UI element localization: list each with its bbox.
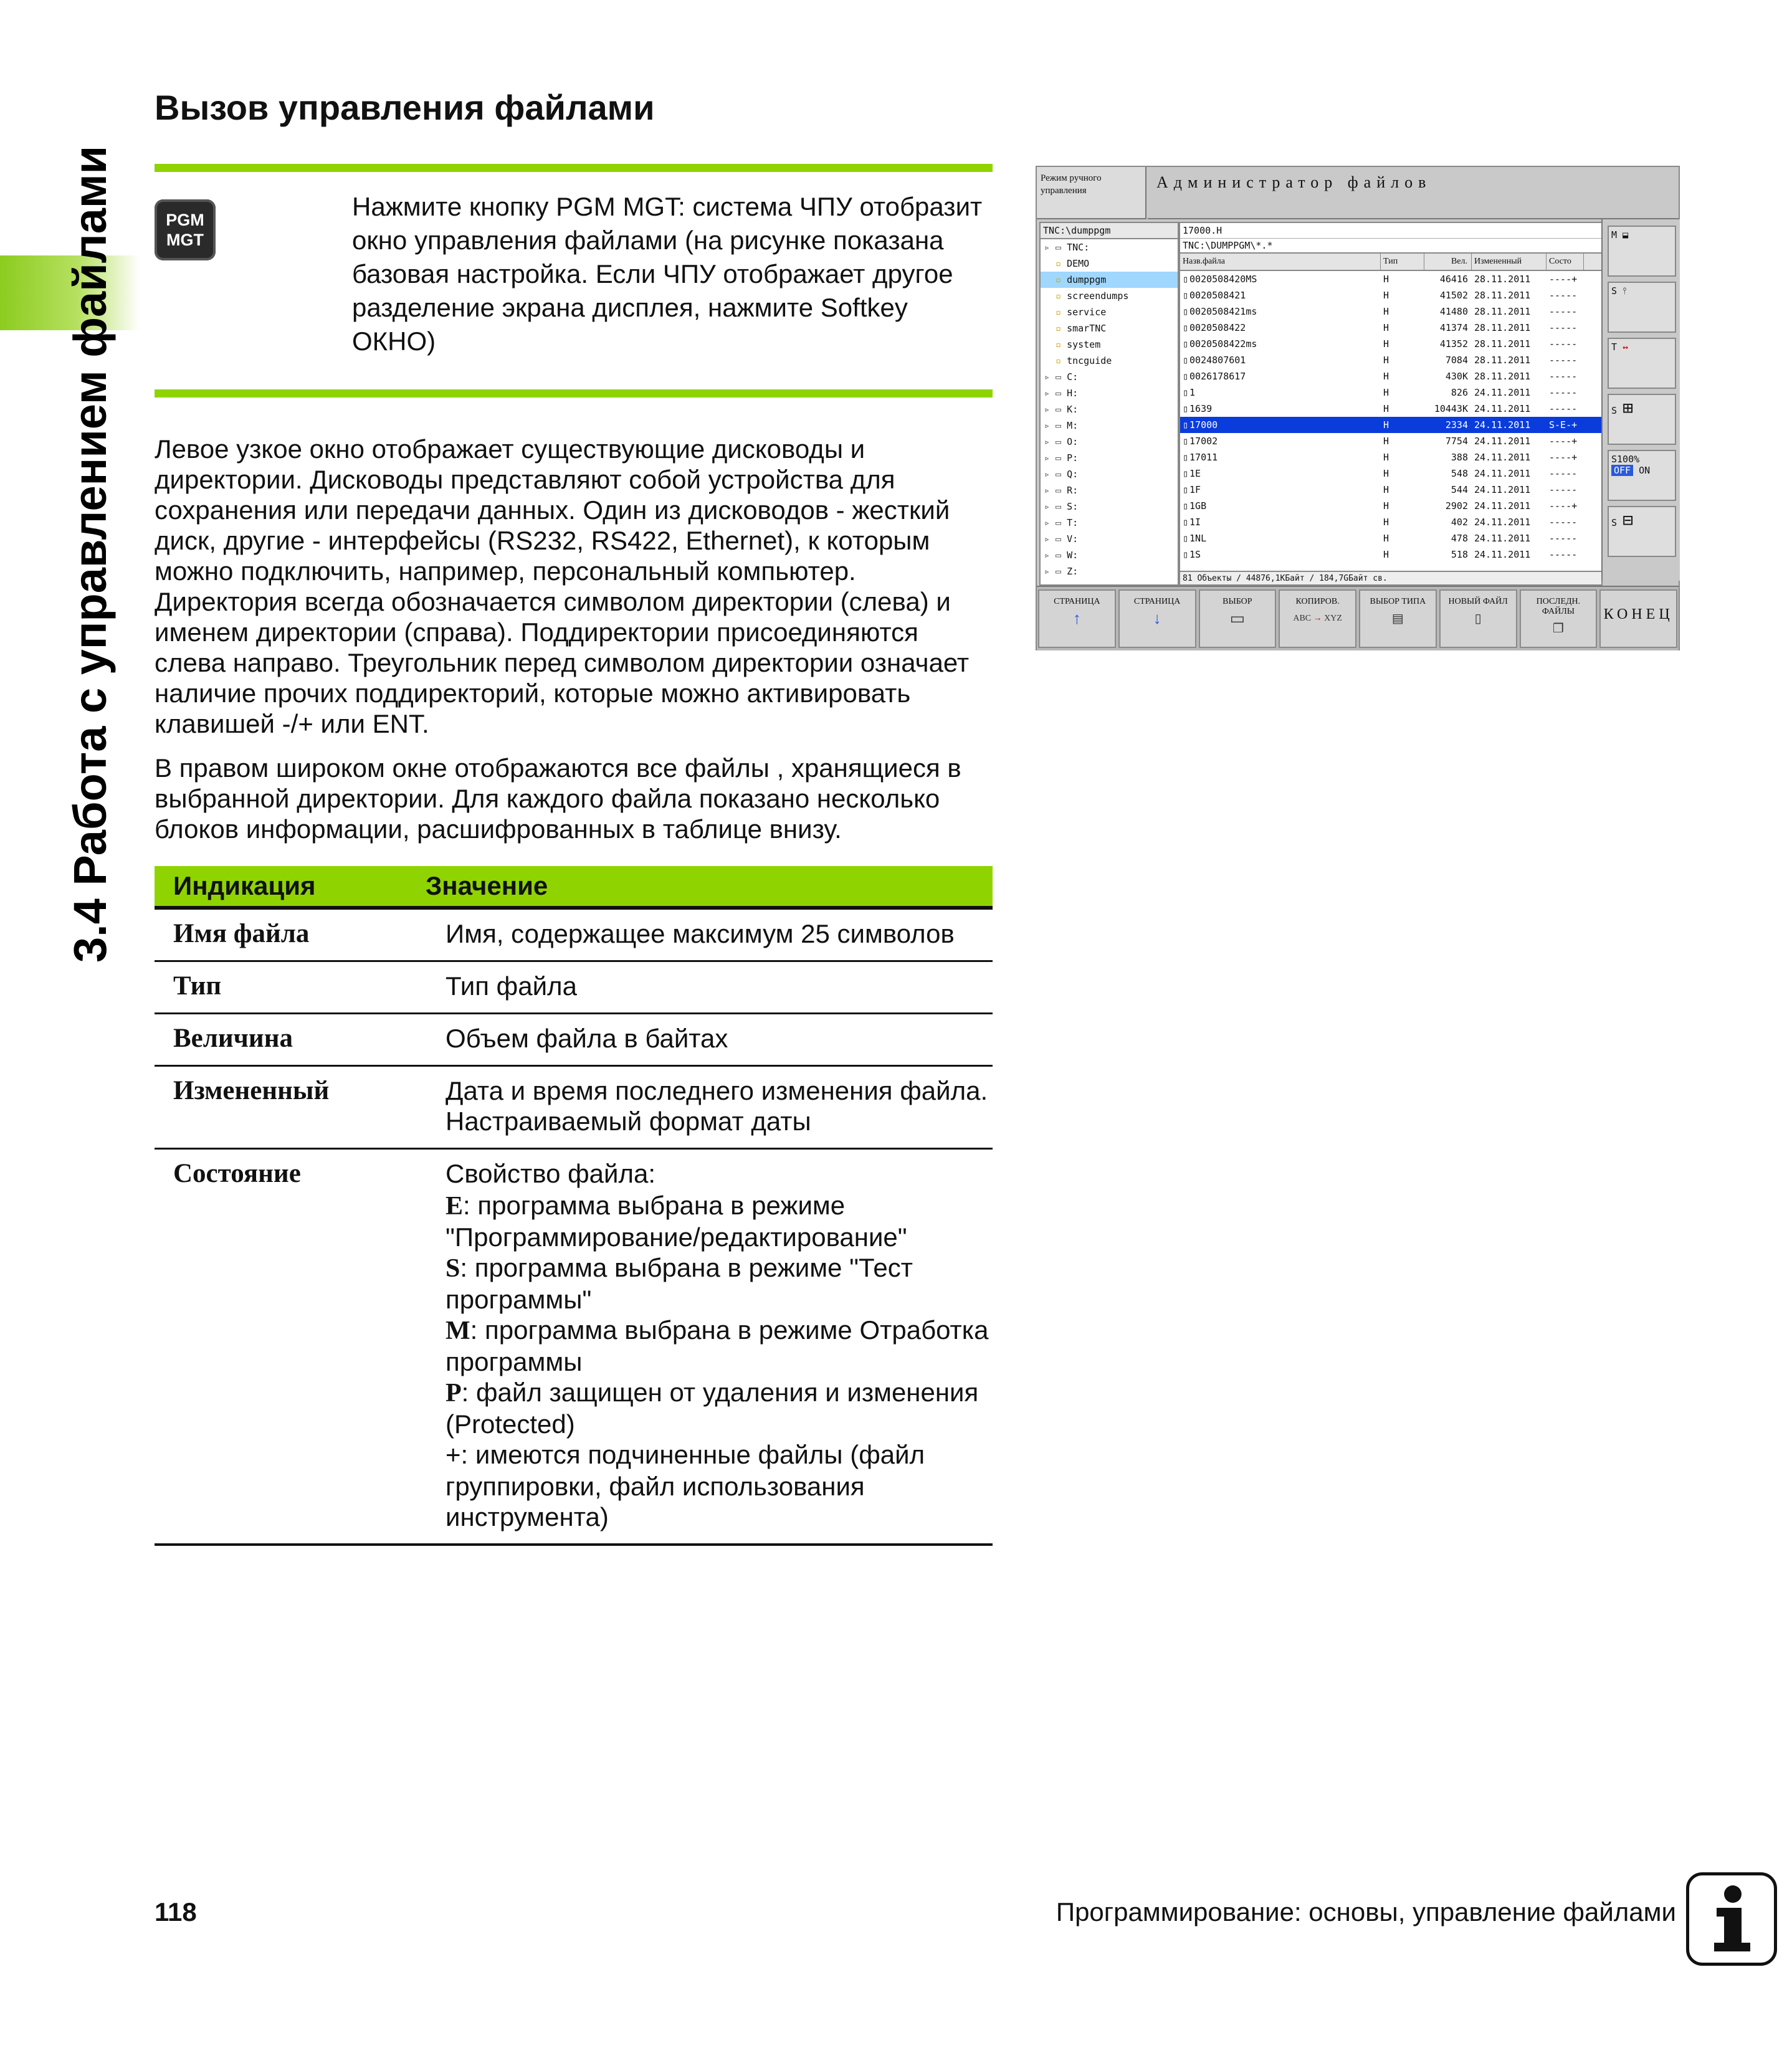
file-columns <box>1180 252 1601 271</box>
tree-item[interactable] <box>1041 336 1178 353</box>
drive-icon: ▹ ▭ <box>1044 452 1067 464</box>
file-type: H <box>1383 338 1389 350</box>
tool-change-icon: ↔ <box>1623 341 1629 353</box>
table-cell-value: Объем файла в байтах <box>426 1014 993 1066</box>
file-size: 548 <box>1451 468 1468 479</box>
tool-icon: ⫯ <box>1623 285 1627 297</box>
file-st: ----- <box>1549 306 1578 317</box>
file-name-text: 1GB <box>1189 500 1207 512</box>
minus-icon: ⊟ <box>1623 510 1633 530</box>
file-name <box>1180 271 1381 287</box>
file-date: 28.11.2011 <box>1474 306 1531 317</box>
tree-item-label: K: <box>1067 404 1079 415</box>
tree-item[interactable] <box>1041 369 1178 385</box>
file-icon: ▯ <box>1183 533 1189 544</box>
page-number: 118 <box>155 1897 197 1927</box>
tree-item-label: C: <box>1067 371 1079 383</box>
file-name <box>1180 498 1381 514</box>
file-row[interactable] <box>1180 465 1601 482</box>
file-size: 2902 <box>1445 500 1468 512</box>
file-name-text: 0020508422ms <box>1189 338 1257 350</box>
softkey-page-down[interactable]: СТРАНИЦА ↓ <box>1118 589 1196 648</box>
file-st: ----- <box>1549 533 1578 544</box>
file-row[interactable] <box>1180 514 1601 530</box>
document-icon: ▭ <box>1229 609 1246 627</box>
file-date: 24.11.2011 <box>1474 517 1531 528</box>
column-name[interactable]: Назв.файла <box>1180 254 1381 270</box>
side-key-t[interactable]: T ↔ <box>1608 338 1676 389</box>
file-type: H <box>1383 500 1389 512</box>
file-name-text: 0024807601 <box>1189 355 1246 366</box>
file-name-text: 1639 <box>1189 403 1213 414</box>
file-st: ----- <box>1549 517 1578 528</box>
file-size: 544 <box>1451 484 1468 495</box>
drive-icon: ▹ ▭ <box>1044 550 1067 561</box>
table-cell-value: Дата и время последнего изменения файла. Настраиваемый формат даты <box>426 1066 993 1149</box>
file-name <box>1180 287 1381 303</box>
file-row[interactable] <box>1180 417 1601 433</box>
tree-item-label: tncguide <box>1067 355 1112 366</box>
state-line: S: программа выбрана в режиме "Тест программы" <box>446 1253 913 1314</box>
file-st: ----+ <box>1549 452 1578 463</box>
side-key-s100[interactable]: S100% OFF ON <box>1608 450 1676 501</box>
file-name-text: 0020508422 <box>1189 322 1246 333</box>
file-name <box>1180 417 1381 433</box>
tree-item[interactable] <box>1041 563 1178 579</box>
file-size: 388 <box>1451 452 1468 463</box>
pgm-mgt-key-icon <box>155 199 216 260</box>
tree-item[interactable] <box>1041 288 1178 304</box>
tree-item[interactable] <box>1041 547 1178 563</box>
table-cell-label: Тип <box>155 961 426 1014</box>
file-size: 41502 <box>1439 290 1468 301</box>
folder-icon: ▫ <box>1056 339 1067 350</box>
file-icon: ▯ <box>1183 549 1189 560</box>
tree-item[interactable] <box>1041 304 1178 320</box>
table-row <box>155 1014 993 1066</box>
tree-item-label: dumppgm <box>1067 274 1107 285</box>
file-name <box>1180 449 1381 465</box>
drive-icon: ▹ ▭ <box>1044 388 1067 399</box>
file-st: ----+ <box>1549 274 1578 285</box>
file-icon: ▯ <box>1183 452 1189 463</box>
file-date: 24.11.2011 <box>1474 452 1531 463</box>
tree-item-label: H: <box>1067 388 1079 399</box>
file-name <box>1180 401 1381 417</box>
file-size: 41352 <box>1439 338 1468 350</box>
tree-item-label: smarTNC <box>1067 323 1107 334</box>
table-cell-label: Состояние <box>155 1149 426 1545</box>
file-date: 24.11.2011 <box>1474 533 1531 544</box>
drive-icon: ▹ ▭ <box>1044 485 1067 496</box>
file-type: H <box>1383 355 1389 366</box>
tree-item[interactable] <box>1041 401 1178 417</box>
file-name <box>1180 303 1381 320</box>
side-key-s-minus[interactable]: S ⊟ <box>1608 506 1676 557</box>
file-type: H <box>1383 452 1389 463</box>
file-size: 7754 <box>1445 436 1468 447</box>
file-st: ----- <box>1549 322 1578 333</box>
side-softkeys <box>1601 219 1680 581</box>
file-st: ----- <box>1549 371 1578 382</box>
file-row[interactable] <box>1180 320 1601 336</box>
folder-icon: ▫ <box>1056 290 1067 302</box>
tree-item[interactable] <box>1041 531 1178 547</box>
file-row[interactable] <box>1180 498 1601 514</box>
off-label: OFF <box>1611 465 1633 476</box>
key-label-line1: PGM <box>166 211 204 229</box>
table-row <box>155 961 993 1014</box>
tree-item-label: Q: <box>1067 469 1079 480</box>
file-icon: ▯ <box>1183 517 1189 528</box>
file-type: H <box>1383 387 1389 398</box>
info-icon <box>1686 1872 1777 1966</box>
folder-icon: ▫ <box>1056 258 1067 269</box>
file-date: 24.11.2011 <box>1474 468 1531 479</box>
file-size: 2334 <box>1445 419 1468 431</box>
softkey-select-type[interactable]: ВЫБОР ТИПА ▤ <box>1359 589 1437 648</box>
file-date: 24.11.2011 <box>1474 403 1531 414</box>
file-size: 826 <box>1451 387 1468 398</box>
file-type: H <box>1383 306 1389 317</box>
file-name <box>1180 320 1381 336</box>
file-name-text: 0026178617 <box>1189 371 1246 382</box>
tree-item[interactable] <box>1041 417 1178 434</box>
file-type: H <box>1383 517 1389 528</box>
file-size: 41480 <box>1439 306 1468 317</box>
file-date: 24.11.2011 <box>1474 387 1531 398</box>
tree-path: TNC:\dumppgm <box>1041 223 1178 239</box>
file-icon: ▯ <box>1183 306 1189 317</box>
softkey-last-files[interactable]: ПОСЛЕДН. ФАЙЛЫ ❐ <box>1520 589 1598 648</box>
file-st: ----+ <box>1549 436 1578 447</box>
tree-item-label: system <box>1067 339 1101 350</box>
file-row[interactable] <box>1180 401 1601 417</box>
file-name-text: 0020508421 <box>1189 290 1246 301</box>
file-name-text: 1I <box>1189 517 1201 528</box>
softkey-bar <box>1037 586 1679 650</box>
file-date: 28.11.2011 <box>1474 371 1531 382</box>
file-date: 28.11.2011 <box>1474 322 1531 333</box>
file-row[interactable] <box>1180 482 1601 498</box>
table-row <box>155 908 993 961</box>
spindle-icon: ⬓ <box>1623 229 1629 241</box>
new-file-icon: ▯ <box>1474 612 1482 626</box>
file-list <box>1179 222 1603 586</box>
file-name <box>1180 530 1381 546</box>
file-st: ----- <box>1549 290 1578 301</box>
side-key-s[interactable]: S ⫯ <box>1608 282 1676 333</box>
tree-item-label: O: <box>1067 436 1079 447</box>
table-cell-label: Имя файла <box>155 908 426 961</box>
tree-item-label: T: <box>1067 517 1079 528</box>
tree-item[interactable] <box>1041 320 1178 336</box>
table-row <box>155 1149 993 1545</box>
file-row[interactable] <box>1180 287 1601 303</box>
tree-item-label: Z: <box>1067 566 1079 577</box>
file-size: 7084 <box>1445 355 1468 366</box>
file-icon: ▯ <box>1183 468 1189 479</box>
file-name <box>1180 384 1381 401</box>
file-icon: ▯ <box>1183 403 1189 414</box>
bottom-divider <box>155 389 993 398</box>
file-row[interactable] <box>1180 368 1601 384</box>
file-type: H <box>1383 322 1389 333</box>
screen-title: Администратор файлов <box>1148 167 1679 219</box>
file-st: ----+ <box>1549 500 1578 512</box>
file-st: ----- <box>1549 355 1578 366</box>
folder-icon: ▫ <box>1056 307 1067 318</box>
table-cell-label: Величина <box>155 1014 426 1066</box>
file-name-text: 1E <box>1189 468 1201 479</box>
file-name <box>1180 433 1381 449</box>
file-type: H <box>1383 436 1389 447</box>
file-st: ----- <box>1549 484 1578 495</box>
file-name-text: 0020508421ms <box>1189 306 1257 317</box>
file-name-text: 17002 <box>1189 436 1218 447</box>
file-row[interactable] <box>1180 352 1601 368</box>
state-line: M: программа выбрана в режиме Отработка программы <box>446 1315 989 1376</box>
file-type: H <box>1383 419 1389 431</box>
file-row[interactable] <box>1180 384 1601 401</box>
file-date: 28.11.2011 <box>1474 274 1531 285</box>
file-type: H <box>1383 290 1389 301</box>
arrow-up-icon: ↑ <box>1072 609 1081 627</box>
file-date: 28.11.2011 <box>1474 338 1531 350</box>
footer-title: Программирование: основы, управление файлами <box>1056 1897 1676 1927</box>
side-key-m[interactable]: M ⬓ <box>1608 226 1676 277</box>
key-label-line2: MGT <box>166 231 204 249</box>
file-name <box>1180 368 1381 384</box>
file-icon: ▯ <box>1183 419 1189 431</box>
drive-icon: ▹ ▭ <box>1044 469 1067 480</box>
file-icon: ▯ <box>1183 371 1189 382</box>
file-name-text: 17000 <box>1189 419 1218 431</box>
tree-item-label: DEMO <box>1067 258 1090 269</box>
side-key-s-plus[interactable]: S ⊞ <box>1608 394 1676 445</box>
file-size: 518 <box>1451 549 1468 560</box>
tree-item-label: screendumps <box>1067 290 1129 302</box>
file-st: ----- <box>1549 338 1578 350</box>
paragraph-files: В правом широком окне отображаются все файлы , хранящиеся в выбранной директории. Для каждого файла показано несколько блоков информации, расшифрованных в таблице внизу. <box>155 753 961 844</box>
arrow-down-icon: ↓ <box>1153 609 1161 627</box>
table-header <box>155 866 993 908</box>
state-line: Свойство файла: <box>446 1159 656 1188</box>
tree-item[interactable] <box>1041 434 1178 450</box>
file-st: ----- <box>1549 549 1578 560</box>
file-icon: ▯ <box>1183 500 1189 512</box>
plus-icon: ⊞ <box>1623 398 1633 418</box>
file-icon: ▯ <box>1183 436 1189 447</box>
file-status: 81 Объекты / 44876,1KБайт / 184,7GБайт св. <box>1180 571 1601 584</box>
drive-icon: ▹ ▭ <box>1044 566 1067 577</box>
tree-item[interactable] <box>1041 515 1178 531</box>
file-st: ----- <box>1549 387 1578 398</box>
chapter-title: 3.4 Работа с управлением файлами <box>64 145 116 963</box>
tree-item[interactable] <box>1041 239 1178 255</box>
drive-icon: ▹ ▭ <box>1044 517 1067 528</box>
top-divider <box>155 164 993 172</box>
tree-item[interactable] <box>1041 353 1178 369</box>
file-row[interactable] <box>1180 530 1601 546</box>
file-name-text: 1 <box>1189 387 1196 398</box>
file-name-text: 1S <box>1189 549 1201 560</box>
file-name <box>1180 546 1381 563</box>
tree-item[interactable] <box>1041 272 1178 288</box>
file-date: 24.11.2011 <box>1474 419 1531 431</box>
file-size: 46416 <box>1439 274 1468 285</box>
file-row[interactable] <box>1180 546 1601 563</box>
table-cell-value: Тип файла <box>426 961 993 1014</box>
table-header-cell: Значение <box>426 866 993 908</box>
tree-item-label: M: <box>1067 420 1079 431</box>
table-cell-value: Имя, содержащее максимум 25 символов <box>426 908 993 961</box>
tree-item-label: P: <box>1067 452 1079 464</box>
tree-item-label: V: <box>1067 533 1079 545</box>
file-name-text: 0020508420MS <box>1189 274 1257 285</box>
drive-icon: ▹ ▭ <box>1044 436 1067 447</box>
tree-item-label: service <box>1067 307 1107 318</box>
drive-icon: ▹ ▭ <box>1044 533 1067 545</box>
softkey-end[interactable]: КОНЕЦ <box>1599 589 1677 648</box>
state-line: P: файл защищен от удаления и изменения (Protected) <box>446 1378 979 1439</box>
drive-icon: ▹ ▭ <box>1044 404 1067 415</box>
file-date: 24.11.2011 <box>1474 549 1531 560</box>
file-path: 17000.H <box>1180 223 1601 239</box>
file-manager-screenshot <box>1036 166 1680 650</box>
tree-item-label: S: <box>1067 501 1079 512</box>
file-date: 28.11.2011 <box>1474 290 1531 301</box>
folder-icon: ▫ <box>1056 274 1067 285</box>
tree-item-label: TNC: <box>1067 242 1090 253</box>
directory-tree <box>1039 222 1179 586</box>
file-name-text: 1NL <box>1189 533 1207 544</box>
copy-icon: ABC → XYZ <box>1293 614 1342 623</box>
tree-item[interactable] <box>1041 255 1178 272</box>
file-size: 478 <box>1451 533 1468 544</box>
folder-icon: ▫ <box>1056 323 1067 334</box>
file-st: S-E-+ <box>1549 419 1578 431</box>
file-name-text: 17011 <box>1189 452 1218 463</box>
softkey-page-up[interactable]: СТРАНИЦА ↑ <box>1038 589 1116 648</box>
file-type: H <box>1383 549 1389 560</box>
column-modified[interactable]: Измененный <box>1472 254 1547 270</box>
file-size: 402 <box>1451 517 1468 528</box>
file-mask: TNC:\DUMPPGM\*.* <box>1183 240 1273 251</box>
file-row[interactable] <box>1180 433 1601 449</box>
file-type: H <box>1383 403 1389 414</box>
file-icon: ▯ <box>1183 484 1189 495</box>
table-cell-value <box>426 1149 993 1545</box>
tree-item[interactable] <box>1041 482 1178 498</box>
file-date: 24.11.2011 <box>1474 436 1531 447</box>
table-cell-label: Измененный <box>155 1066 426 1149</box>
tree-item[interactable] <box>1041 385 1178 401</box>
file-icon: ▯ <box>1183 338 1189 350</box>
file-date: 24.11.2011 <box>1474 484 1531 495</box>
info-table <box>155 866 993 1546</box>
file-row[interactable] <box>1180 336 1601 352</box>
file-icon: ▯ <box>1183 274 1189 285</box>
page-title: Вызов управления файлами <box>155 88 655 127</box>
file-icon: ▯ <box>1183 355 1189 366</box>
file-date: 28.11.2011 <box>1474 355 1531 366</box>
table-header-cell: Индикация <box>155 866 426 908</box>
drive-icon: ▹ ▭ <box>1044 371 1067 383</box>
softkey-new-file[interactable]: НОВЫЙ ФАЙЛ ▯ <box>1439 589 1517 648</box>
paragraph-drives: Левое узкое окно отображает существующие дисководы и директории. Дисководы представляют собой устройства для сохранения или передачи данных. Один из дисководов - жесткий диск, другие - интерфейсы (RS232, RS422, Ethernet), к которым можно подключить, например, персональный компьютер. Директория всегда обозначается символом директории (слева) и именем директории (справа). Поддиректории присоединяются слева направо. Треугольник перед символом директории означает наличие прочих поддиректорий, которые можно активировать клавишей -/+ или ENT. <box>155 434 970 738</box>
file-st: ----- <box>1549 468 1578 479</box>
file-type: H <box>1383 484 1389 495</box>
file-icon: ▯ <box>1183 290 1189 301</box>
softkey-copy[interactable]: КОПИРОВ. ABC → XYZ <box>1279 589 1356 648</box>
file-type: H <box>1383 371 1389 382</box>
recent-files-icon: ❐ <box>1552 622 1564 636</box>
file-name <box>1180 514 1381 530</box>
column-type[interactable]: Тип <box>1381 254 1424 270</box>
on-label: ON <box>1639 465 1651 476</box>
column-state[interactable]: Состо <box>1547 254 1584 270</box>
column-size[interactable]: Вел. <box>1424 254 1472 270</box>
file-type-icon: ▤ <box>1391 612 1404 626</box>
file-row[interactable] <box>1180 303 1601 320</box>
file-row[interactable] <box>1180 449 1601 465</box>
file-size: 430K <box>1445 371 1468 382</box>
drive-icon: ▹ ▭ <box>1044 501 1067 512</box>
tree-item-label: R: <box>1067 485 1079 496</box>
drive-icon: ▹ ▭ <box>1044 420 1067 431</box>
tree-item[interactable] <box>1041 450 1178 466</box>
tree-item-label: W: <box>1067 550 1079 561</box>
file-date: 24.11.2011 <box>1474 500 1531 512</box>
file-name-text: 1F <box>1189 484 1201 495</box>
table-row <box>155 1066 993 1149</box>
file-icon: ▯ <box>1183 322 1189 333</box>
state-line: E: программа выбрана в режиме "Программирование/редактирование" <box>446 1191 907 1252</box>
file-type: H <box>1383 468 1389 479</box>
file-size: 10443K <box>1434 403 1468 414</box>
file-name <box>1180 336 1381 352</box>
mode-label: Режим ручного управления <box>1037 167 1146 219</box>
instruction-text: Нажмите кнопку PGM MGT: система ЧПУ отобразит окно управления файлами (на рисунке показана базовая настройка. Если ЧПУ отображает другое разделение экрана дисплея, нажмите Softkey ОКНО) <box>352 192 983 356</box>
file-name <box>1180 482 1381 498</box>
file-size: 41374 <box>1439 322 1468 333</box>
file-type: H <box>1383 533 1389 544</box>
file-icon: ▯ <box>1183 387 1189 398</box>
drive-icon: ▹ ▭ <box>1044 242 1067 253</box>
tree-item[interactable] <box>1041 466 1178 482</box>
tree-item[interactable] <box>1041 498 1178 515</box>
file-name <box>1180 465 1381 482</box>
file-name <box>1180 352 1381 368</box>
file-type: H <box>1383 274 1389 285</box>
file-st: ----- <box>1549 403 1578 414</box>
state-line: +: имеются подчиненные файлы (файл группировки, файл использования инструмента) <box>446 1440 925 1531</box>
file-row[interactable] <box>1180 271 1601 287</box>
softkey-select[interactable]: ВЫБОР ▭ <box>1199 589 1277 648</box>
folder-icon: ▫ <box>1056 355 1067 366</box>
